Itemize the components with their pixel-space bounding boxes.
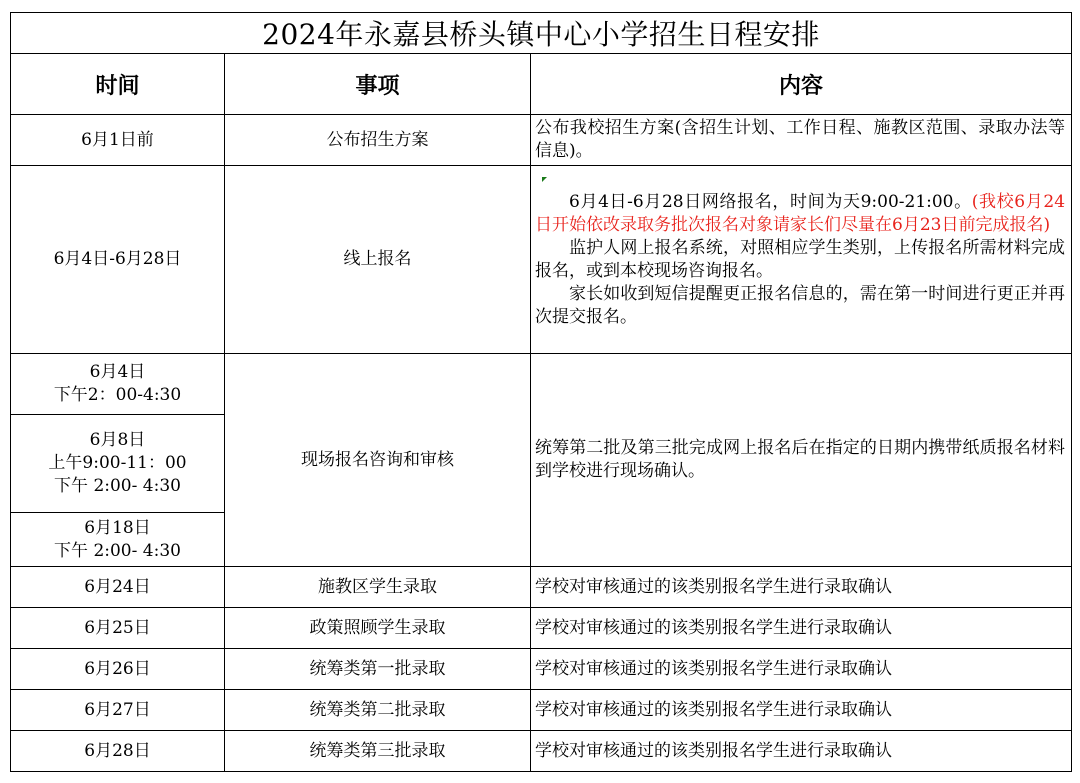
- cell-content: 学校对审核通过的该类别报名学生进行录取确认: [531, 731, 1072, 772]
- cell-item: 现场报名咨询和审核: [225, 354, 531, 567]
- schedule-table: [10, 12, 1072, 772]
- table-row: [11, 649, 1072, 690]
- cell-item: 公布招生方案: [225, 115, 531, 166]
- cell-time-slot: [11, 354, 225, 415]
- cell-comment-marker: [542, 177, 547, 182]
- page-title: 2024年永嘉县桥头镇中心小学招生日程安排: [11, 13, 1072, 54]
- slot-time: 下午 2:00- 4:30: [54, 476, 181, 496]
- cell-time: 6月4日-6月28日: [11, 166, 225, 354]
- cell-time: 6月27日: [11, 690, 225, 731]
- cell-item: 线上报名: [225, 166, 531, 354]
- table-row: [11, 731, 1072, 772]
- cell-time-slot: [11, 513, 225, 567]
- table-row: [11, 166, 1072, 354]
- cell-item: 统筹类第三批录取: [225, 731, 531, 772]
- cell-content: 学校对审核通过的该类别报名学生进行录取确认: [531, 649, 1072, 690]
- header-item: 事项: [225, 54, 531, 115]
- table-row: [11, 115, 1072, 166]
- cell-item: 施教区学生录取: [225, 567, 531, 608]
- cell-content: 学校对审核通过的该类别报名学生进行录取确认: [531, 567, 1072, 608]
- slot-date: 6月4日: [89, 362, 146, 382]
- header-time: 时间: [11, 54, 225, 115]
- cell-item: 统筹类第二批录取: [225, 690, 531, 731]
- cell-time: 6月25日: [11, 608, 225, 649]
- cell-time: 6月26日: [11, 649, 225, 690]
- cell-content: 公布我校招生方案(含招生计划、工作日程、施教区范围、录取办法等信息)。: [531, 115, 1072, 166]
- table-row: [11, 690, 1072, 731]
- cell-content: 学校对审核通过的该类别报名学生进行录取确认: [531, 690, 1072, 731]
- header-row: [11, 54, 1072, 115]
- cell-content: [531, 166, 1072, 354]
- cell-item: 统筹类第一批录取: [225, 649, 531, 690]
- slot-time: 下午2：00-4:30: [53, 385, 182, 405]
- slot-date: 6月18日: [84, 517, 151, 538]
- slot-date: 6月8日: [89, 430, 146, 450]
- table-row: [11, 354, 1072, 415]
- schedule-sheet: [10, 12, 1071, 775]
- content-paragraph: 家长如收到短信提醒更正报名信息的，需在第一时间进行更正并再次提交报名。: [535, 283, 1066, 327]
- content-paragraph: [535, 191, 1065, 237]
- cell-content: 统筹第二批及第三批完成网上报名后在指定的日期内携带纸质报名材料到学校进行现场确认。: [531, 354, 1072, 567]
- cell-time: 6月28日: [11, 731, 225, 772]
- cell-time-slot: [11, 415, 225, 513]
- content-paragraph: 监护人网上报名系统，对照相应学生类别，上传报名所需材料完成报名，或到本校现场咨询报名。: [535, 237, 1066, 281]
- header-content: 内容: [531, 54, 1072, 115]
- table-row: [11, 567, 1072, 608]
- table-row: [11, 608, 1072, 649]
- red-notice: (我校6月24日开始依改录取务批次报名对象请家长们尽量在6月23日前完成报名): [535, 191, 1066, 235]
- content-text: 6月4日-6月28日网络报名，时间为天9:00-21:00。: [569, 191, 972, 212]
- cell-time: 6月1日前: [11, 115, 225, 166]
- slot-time: 下午 2:00- 4:30: [54, 540, 181, 561]
- cell-item: 政策照顾学生录取: [225, 608, 531, 649]
- cell-content: 学校对审核通过的该类别报名学生进行录取确认: [531, 608, 1072, 649]
- cell-time: 6月24日: [11, 567, 225, 608]
- title-row: [11, 13, 1072, 54]
- slot-time: 上午9:00-11：00: [48, 453, 187, 473]
